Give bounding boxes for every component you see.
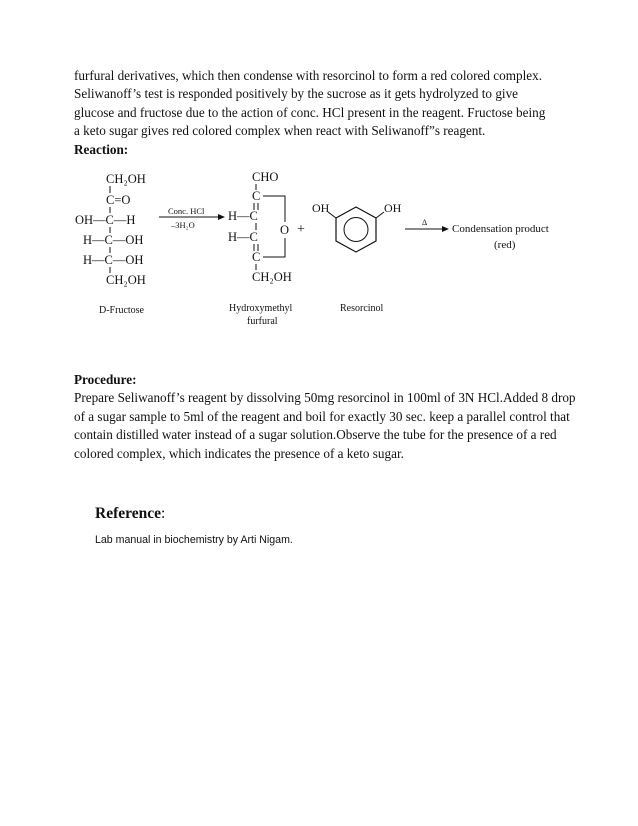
arrow1-label-below: –3H₂O: [171, 220, 195, 230]
hmf-row: CHO: [252, 170, 279, 184]
reaction-arrow-2: [405, 218, 449, 232]
reaction-heading: Reaction:: [74, 141, 129, 157]
product-line1: Condensation product: [452, 223, 549, 235]
procedure-heading: Procedure:: [74, 372, 137, 387]
product-label: [452, 223, 549, 251]
reference-colon: :: [160, 505, 166, 522]
intro-line: a keto sugar gives red colored complex when react with Seliwanoff”s reagent.: [74, 123, 486, 139]
fructose-caption: D-Fructose: [99, 305, 144, 316]
resorcinol-structure: [312, 201, 402, 314]
fructose-structure: [75, 172, 146, 316]
procedure-line: Prepare Seliwanoff’s reagent by dissolving 50mg resorcinol in 100ml of 3N HCl.Added 8 drop: [74, 390, 576, 406]
intro-line: glucose and fructose due to the action of conc. HCl present in the reagent. Fructose being: [74, 104, 546, 120]
hmf-caption-line2: furfural: [247, 316, 278, 327]
procedure-section: [74, 371, 574, 463]
hmf-row: H—C: [228, 230, 258, 244]
reference-heading: [95, 505, 165, 523]
arrow1-label-above: Conc. HCl: [168, 206, 205, 216]
plus-sign: +: [297, 222, 305, 237]
fructose-row: OH—C—H: [75, 213, 136, 227]
fructose-row: H—C—OH: [83, 253, 144, 267]
procedure-line: contain distilled water instead of a sugar solution.Observe the tube for the presence of a red: [74, 427, 557, 443]
fructose-row: CH₂OH: [106, 172, 146, 186]
procedure-line: colored complex, which indicates the presence of a keto sugar.: [74, 445, 404, 461]
intro-paragraph: [74, 67, 574, 159]
resorcinol-oh-right: OH: [384, 201, 402, 215]
resorcinol-oh-left: OH: [312, 201, 330, 215]
fructose-row: C=O: [106, 193, 131, 207]
procedure-line: of a sugar sample to 5ml of the reagent and boil for exactly 30 sec. keep a parallel control that: [74, 408, 570, 424]
hmf-caption-line1: Hydroxymethyl: [229, 303, 293, 314]
hmf-ring-oxygen: O: [280, 223, 290, 237]
arrow2-label-above: Δ: [422, 218, 428, 227]
hmf-row: H—C: [228, 209, 258, 223]
fructose-row: CH₂OH: [106, 273, 146, 287]
intro-line: Seliwanoff’s test is responded positively by the sucrose as it gets hydrolyzed to give: [74, 86, 519, 102]
reaction-arrow-1: [159, 206, 225, 230]
hmf-row: CH₂OH: [252, 270, 292, 284]
reference-text: Lab manual in biochemistry by Arti Nigam.: [95, 534, 293, 546]
hmf-row: C: [252, 250, 261, 264]
reference-title: Reference: [95, 505, 161, 522]
intro-line: furfural derivatives, which then condense with resorcinol to form a red colored complex.: [74, 68, 542, 83]
product-line2: (red): [494, 239, 516, 251]
hmf-structure: [228, 170, 293, 327]
hmf-row: C: [252, 189, 261, 203]
reaction-scheme: [72, 168, 572, 328]
fructose-row: H—C—OH: [83, 233, 144, 247]
resorcinol-caption: Resorcinol: [340, 303, 384, 314]
